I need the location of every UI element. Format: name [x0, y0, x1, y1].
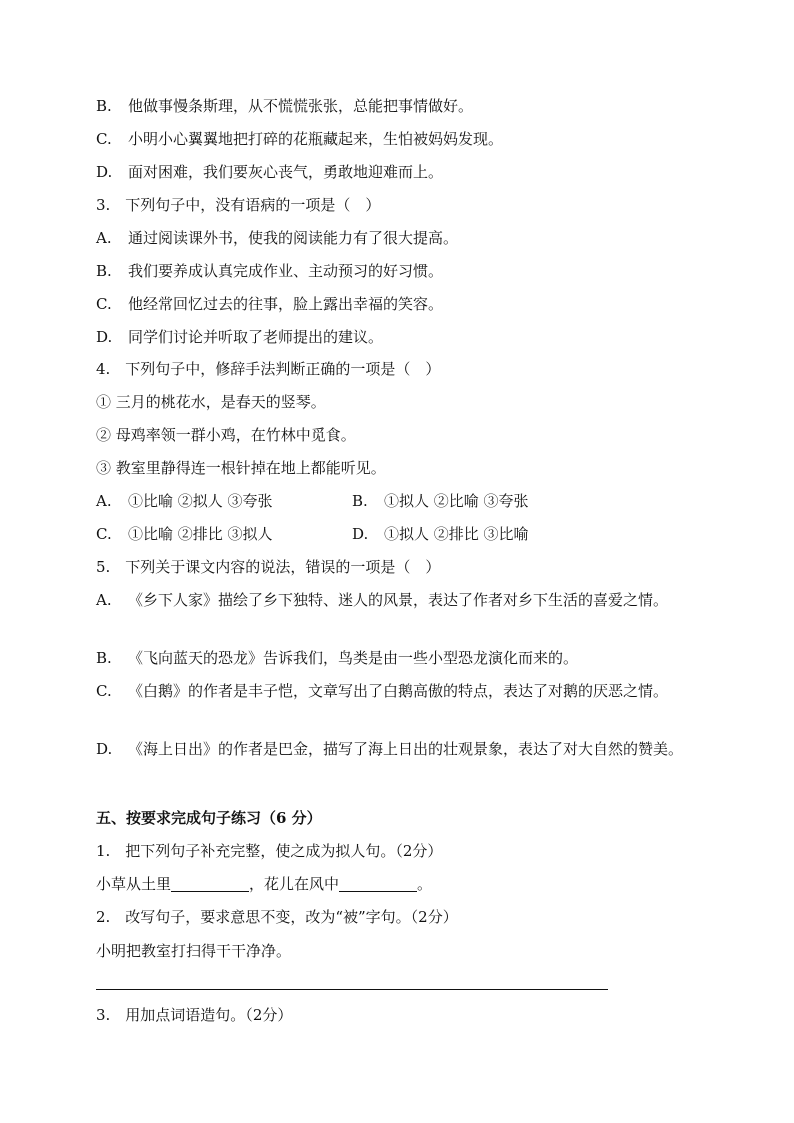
answer-blank-1[interactable] — [171, 876, 249, 892]
q2-option-d — [96, 161, 443, 183]
q5-option-b — [96, 647, 578, 669]
option-label: C. — [96, 130, 112, 148]
q3-option-c — [96, 293, 443, 315]
q4-stem: 4. 下列句子中，修辞手法判断正确的一项是（ ） — [96, 360, 441, 378]
s5-q1-fill — [96, 873, 432, 895]
option-label: C. — [96, 295, 112, 313]
q5-stem: 5. 下列关于课文内容的说法，错误的一项是（ ） — [96, 558, 441, 576]
fill-text-1: 小草从土里 — [96, 875, 172, 893]
option-label: C. — [96, 525, 112, 543]
q5-option-c — [96, 680, 696, 702]
q5-option-d — [96, 738, 696, 760]
s5-q2-stem: 2. 改写句子，要求意思不变，改为“被”字句。（2分） — [96, 908, 458, 926]
option-label: A. — [96, 591, 112, 609]
q3-option-a — [96, 227, 458, 249]
option-text: 《乡下人家》描绘了乡下独特、迷人的风景，表达了作者对乡下生活的喜爱之情。 — [128, 591, 669, 609]
option-text: ①比喻 ②排比 ③拟人 — [128, 525, 273, 543]
option-label: C. — [96, 682, 112, 700]
option-text: 他做事慢条斯理，从不慌慌张张，总能把事情做好。 — [128, 97, 474, 115]
q5-option-a — [96, 589, 696, 611]
s5-q3-stem: 3. 用加点词语造句。（2分） — [96, 1006, 293, 1024]
option-label: B. — [352, 492, 368, 510]
answer-blank-2[interactable] — [339, 876, 417, 892]
fill-text-3: 。 — [417, 875, 433, 893]
option-label: D. — [96, 740, 113, 758]
q4-option-b — [352, 490, 529, 512]
option-text: ①比喻 ②拟人 ③夸张 — [128, 492, 273, 510]
q3-stem: 3. 下列句子中，没有语病的一项是（ ） — [96, 196, 381, 214]
option-text: 同学们讨论并听取了老师提出的建议。 — [128, 328, 384, 346]
q4-sentence-3: ③ 教室里静得连一根针掉在地上都能听见。 — [96, 459, 386, 477]
option-text: ①拟人 ②比喻 ③夸张 — [384, 492, 529, 510]
option-label: A. — [96, 492, 112, 510]
fill-text-2: ，花儿在风中 — [249, 875, 340, 893]
q4-sentence-1: ① 三月的桃花水，是春天的竖琴。 — [96, 393, 326, 411]
q2-option-b — [96, 95, 473, 117]
option-text: 我们要养成认真完成作业、主动预习的好习惯。 — [128, 262, 444, 280]
option-label: A. — [96, 229, 112, 247]
option-text: ①拟人 ②排比 ③比喻 — [384, 525, 529, 543]
q3-option-d — [96, 326, 383, 348]
option-text: 通过阅读课外书，使我的阅读能力有了很大提高。 — [128, 229, 459, 247]
option-text: 《海上日出》的作者是巴金，描写了海上日出的壮观景象，表达了对大自然的赞美。 — [128, 740, 684, 758]
option-label: B. — [96, 262, 112, 280]
answer-line[interactable] — [96, 989, 608, 990]
q4-sentence-2: ② 母鸡率领一群小鸡，在竹林中觅食。 — [96, 426, 356, 444]
s5-q2-sentence: 小明把教室打扫得干干净净。 — [96, 942, 292, 960]
q2-option-c — [96, 128, 503, 150]
option-label: D. — [96, 328, 113, 346]
s5-q1-stem: 1. 把下列句子补充完整，使之成为拟人句。（2分） — [96, 842, 443, 860]
option-text: 他经常回忆过去的往事，脸上露出幸福的笑容。 — [128, 295, 444, 313]
option-text: 小明小心翼翼地把打碎的花瓶藏起来，生怕被妈妈发现。 — [128, 130, 504, 148]
option-label: D. — [352, 525, 369, 543]
option-label: D. — [96, 163, 113, 181]
q4-option-a — [96, 490, 273, 512]
option-text: 《白鹅》的作者是丰子恺，文章写出了白鹅高傲的特点，表达了对鹅的厌恶之情。 — [128, 682, 669, 700]
option-text: 面对困难，我们要灰心丧气，勇敢地迎难而上。 — [128, 163, 444, 181]
option-label: B. — [96, 97, 112, 115]
option-text: 《飞向蓝天的恐龙》告诉我们，鸟类是由一些小型恐龙演化而来的。 — [128, 649, 579, 667]
q3-option-b — [96, 260, 443, 282]
section-title: 五、按要求完成句子练习（6 分） — [96, 809, 322, 827]
option-label: B. — [96, 649, 112, 667]
q4-option-d — [352, 523, 529, 545]
q4-option-c — [96, 523, 273, 545]
